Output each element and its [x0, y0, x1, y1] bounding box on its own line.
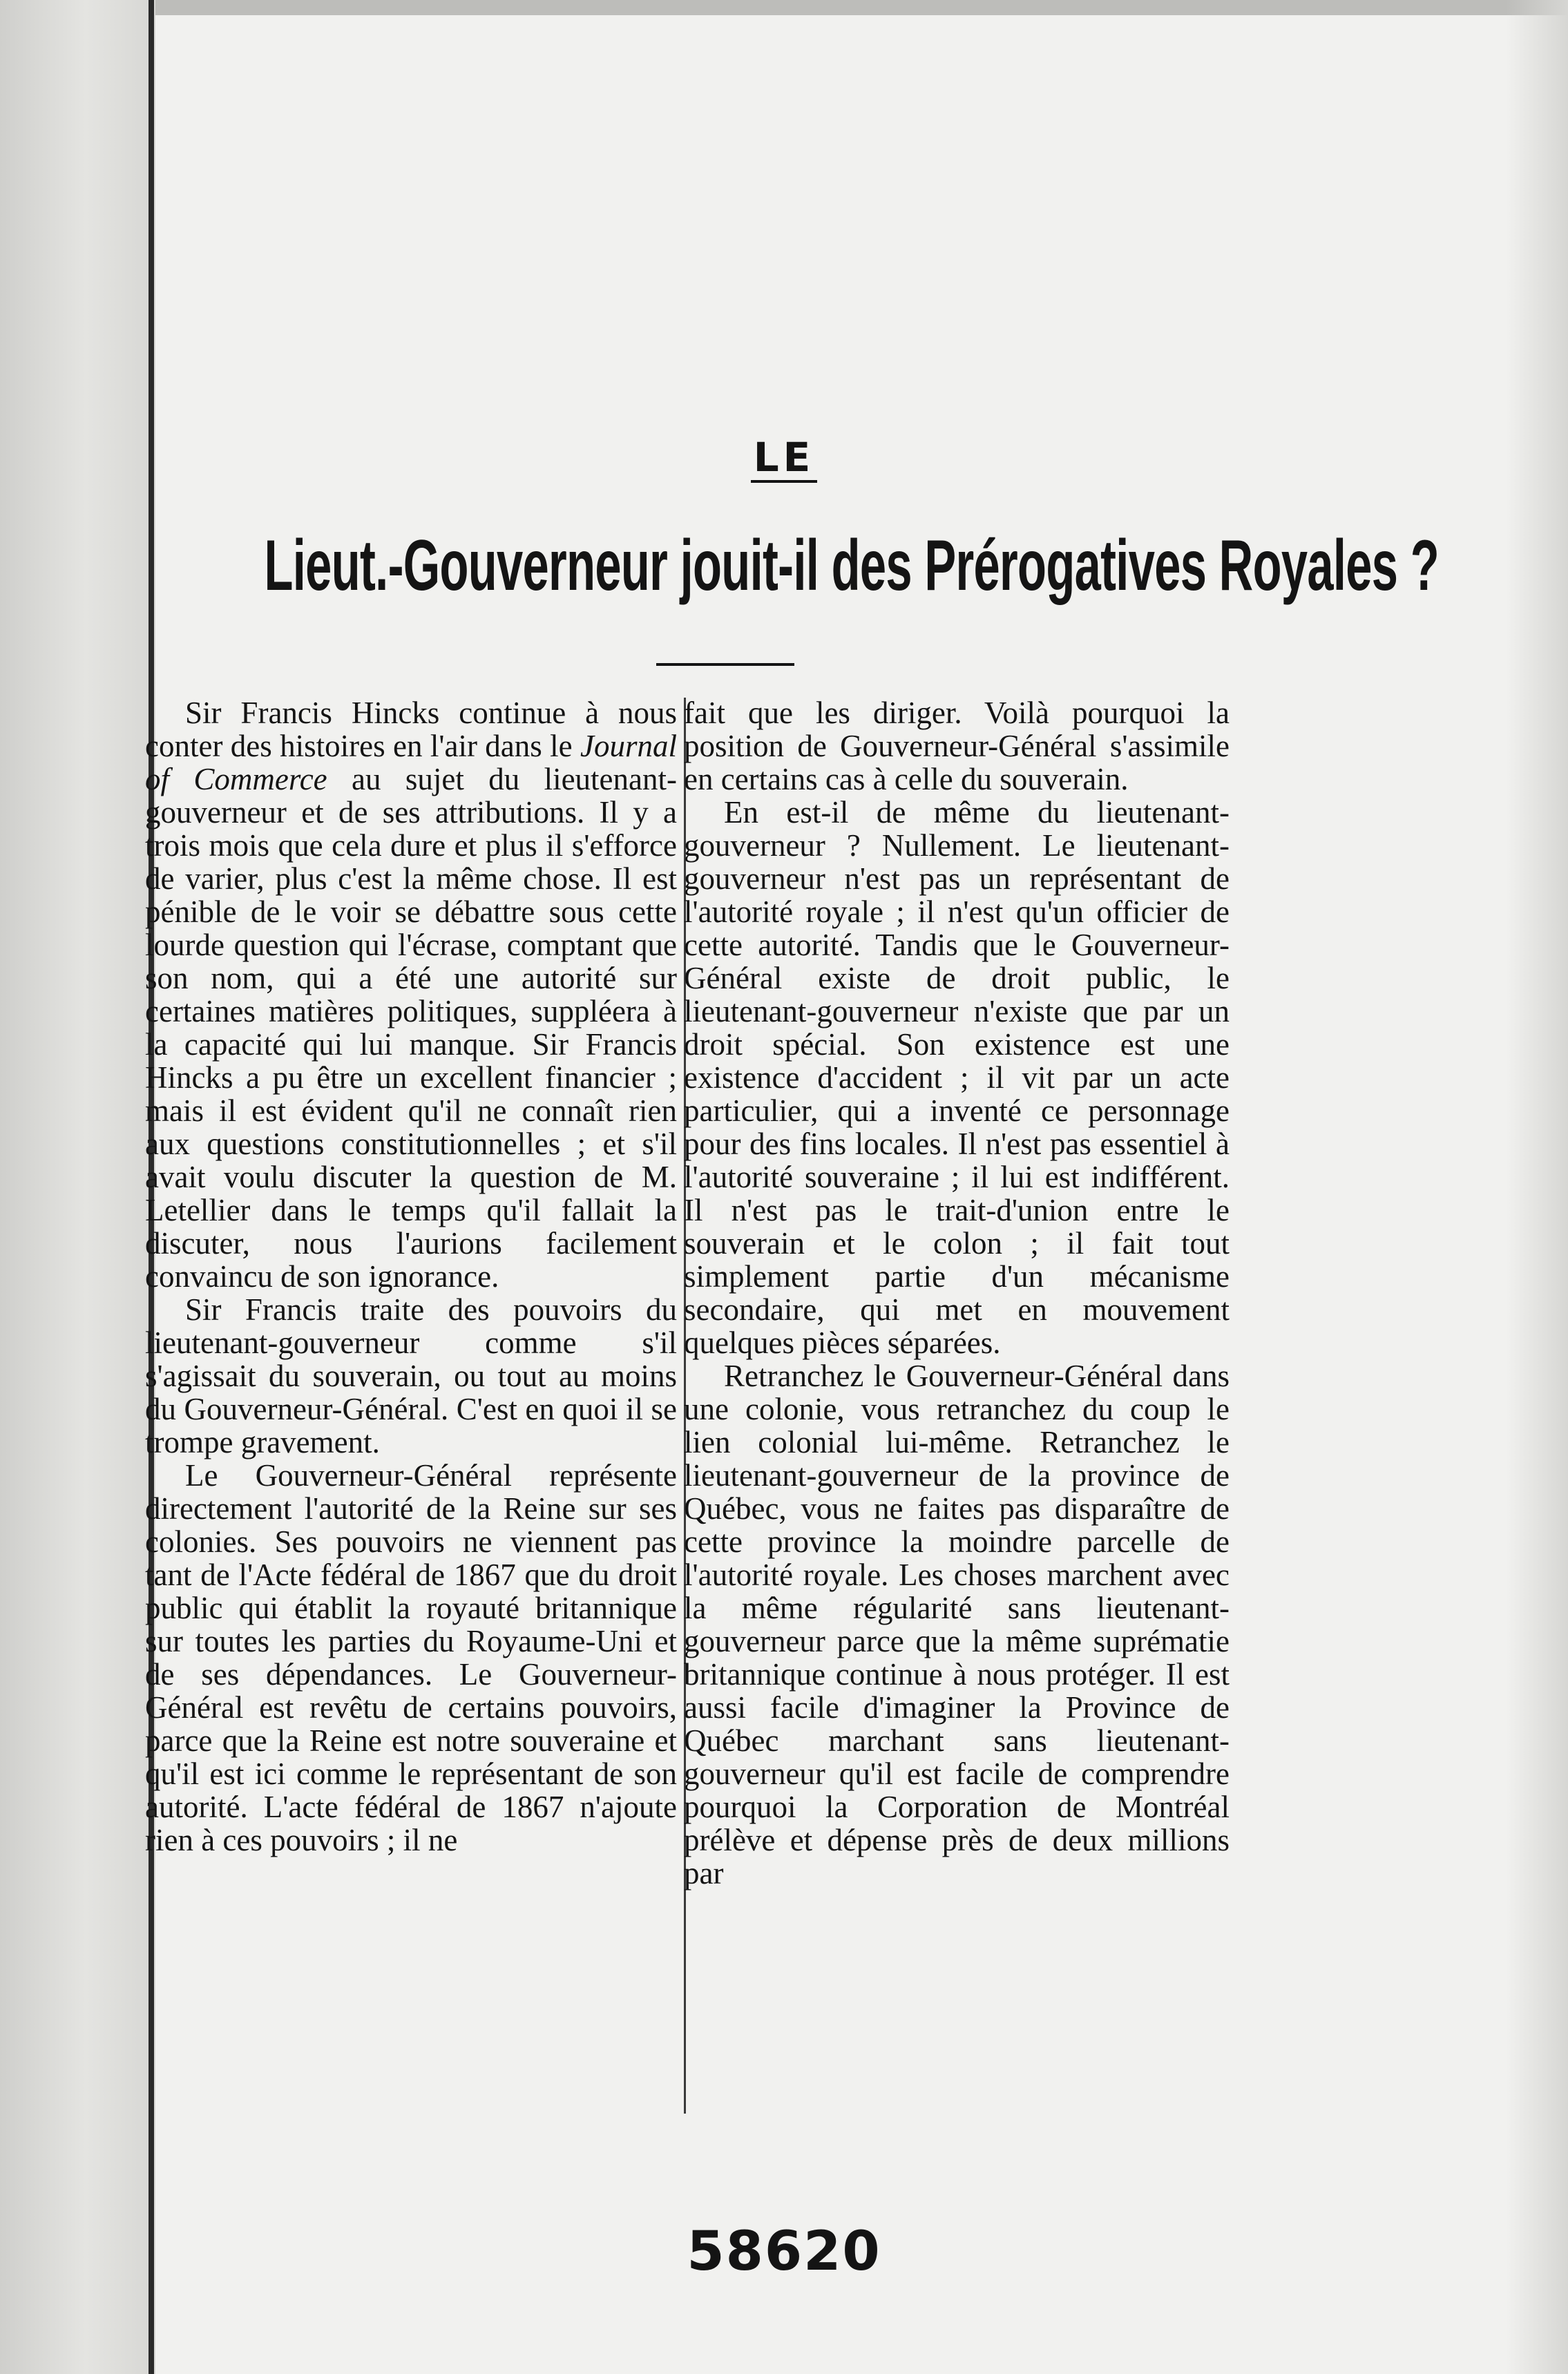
title-underline-rule — [656, 663, 794, 666]
header-word-text: LE — [751, 437, 818, 483]
paragraph: Retranchez le Gouverneur-Général dans une colonie, vous retranchez du coup le lien colonial lui-même. Retranchez le lieutenant-gouverneur de la province de Québec, vous ne faites pas disparaître de cette province la moindre parcelle de l'autorité royale. Les choses marchent avec la même régularité sans lieutenant-gouverneur parce que la même suprématie britannique continue à nous protéger. Il est aussi facile d'imaginer la Province de Québec marchant sans lieutenant-gouverneur qu'il est facile de comprendre pourquoi la Corporation de Montréal prélève et dépense près de deux millions par — [684, 1359, 1230, 1890]
paragraph-text: au sujet du lieutenant-gouverneur et de ses attributions. Il y a trois mois que cela dure et plus il s'efforce de varier, plus c'est la même chose. Il est pénible de le voir se débattre sous cette lourde question qui l'écrase, comptant que son nom, qui a été une autorité sur certaines matières politiques, suppléera à la capacité qui lui manque. Sir Francis Hincks a pu être un excellent financier ; mais il est évident qu'il ne connaît rien aux questions constitutionnelles ; et s'il avait voulu discuter la question de M. Letellier dans le temps qu'il fallait la discuter, nous l'aurions facilement convaincu de son ignorance. — [145, 762, 677, 1294]
paragraph — [145, 696, 677, 1293]
left-column — [145, 696, 677, 1857]
header-word — [0, 434, 1568, 483]
paragraph: fait que les diriger. Voilà pourquoi la position de Gouverneur-Général s'assimile en certains cas à celle du souverain. — [684, 696, 1230, 796]
paragraph-text: Sir Francis Hincks continue à nous conter des histoires en l'air dans le — [145, 696, 677, 763]
paragraph: En est-il de même du lieutenant-gouverneur ? Nullement. Le lieutenant-gouverneur n'est pas un représentant de l'autorité royale ; il n'est qu'un officier de cette autorité. Tandis que le Gouverneur-Général existe de droit public, le lieutenant-gouverneur n'existe que par un droit spécial. Son existence est une existence d'accident ; il vit par un acte particulier, qui a inventé ce personnage pour des fins locales. Il n'est pas essentiel à l'autorité souveraine ; il lui est indifférent. Il n'est pas le trait-d'union entre le souverain et le colon ; il fait tout simplement partie d'un mécanisme secondaire, qui met en mouvement quelques pièces séparées. — [684, 795, 1230, 1360]
paragraph: Sir Francis traite des pouvoirs du lieutenant-gouverneur comme s'il s'agissait du souverain, ou tout au moins du Gouverneur-Général. C'est en quoi il se trompe gravement. — [145, 1292, 677, 1459]
page-number: 58620 — [687, 2221, 881, 2283]
right-column — [684, 696, 1230, 1890]
paragraph: Le Gouverneur-Général représente directement l'autorité de la Reine sur ses colonies. Ses pouvoirs ne viennent pas tant de l'Acte fédéral de 1867 que du droit public qui établit la royauté britannique sur toutes les parties du Royaume-Uni et de ses dépendances. Le Gouverneur-Général est revêtu de certains pouvoirs, parce que la Reine est notre souveraine et qu'il est ici comme le représentant de son autorité. L'acte fédéral de 1867 n'ajoute rien à ces pouvoirs ; il ne — [145, 1458, 677, 1857]
article-title: Lieut.-Gouverneur jouit-il des Prérogatives Royales ? — [264, 526, 1440, 606]
journal-title: Journal of Commerce — [145, 729, 677, 796]
article-columns — [145, 696, 1230, 2119]
